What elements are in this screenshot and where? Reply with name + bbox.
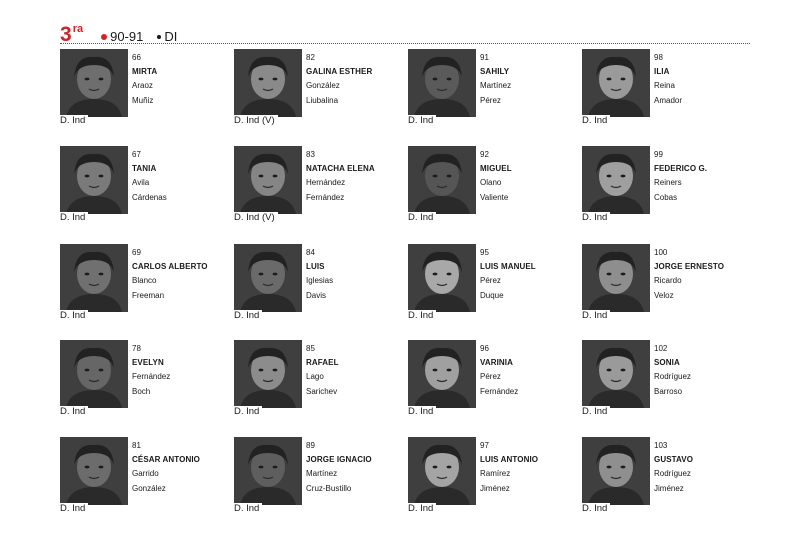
student-card: [60, 244, 230, 324]
student-number: 103: [654, 441, 668, 450]
student-number: 102: [654, 344, 668, 353]
student-tag: D. Ind: [60, 115, 88, 126]
student-card: [234, 437, 404, 517]
portrait-silhouette-icon: [582, 49, 650, 117]
student-tag: D. Ind: [582, 115, 610, 126]
red-bullet-icon: [101, 34, 107, 40]
student-tag: D. Ind: [408, 406, 436, 417]
student-number: 67: [132, 150, 141, 159]
student-surname-1: Pérez: [480, 276, 501, 286]
header-divider: [60, 43, 750, 44]
student-photo: [582, 146, 650, 214]
student-info: [480, 51, 511, 108]
portrait-silhouette-icon: [408, 437, 476, 505]
student-number: 85: [306, 344, 315, 353]
student-tag: D. Ind: [582, 212, 610, 223]
student-number: 99: [654, 150, 663, 159]
portrait-silhouette-icon: [582, 146, 650, 214]
portrait-silhouette-icon: [234, 340, 302, 408]
student-card: [582, 437, 752, 517]
student-first-name: LUIS: [306, 262, 325, 272]
student-photo: [60, 437, 128, 505]
student-photo: [408, 437, 476, 505]
student-info: [480, 342, 518, 399]
student-number: 89: [306, 441, 315, 450]
student-number: 100: [654, 248, 668, 257]
student-card: [408, 340, 578, 420]
student-info: [306, 51, 372, 108]
student-surname-1: Fernández: [132, 372, 171, 382]
student-info: [480, 246, 536, 303]
student-first-name: MIGUEL: [480, 164, 512, 174]
student-photo: [408, 340, 476, 408]
student-photo: [234, 437, 302, 505]
student-photo: [60, 146, 128, 214]
student-first-name: JORGE ERNESTO: [654, 262, 725, 272]
student-surname-1: Garrido: [132, 469, 159, 479]
student-surname-2: Amador: [654, 95, 683, 105]
portrait-silhouette-icon: [408, 244, 476, 312]
student-info: [132, 439, 200, 496]
student-surname-2: González: [132, 483, 166, 493]
student-surname-2: Jiménez: [654, 483, 684, 493]
portrait-silhouette-icon: [60, 340, 128, 408]
student-surname-2: Freeman: [132, 290, 165, 300]
student-tag: D. Ind: [582, 406, 610, 417]
student-number: 78: [132, 344, 141, 353]
student-surname-1: Hernández: [306, 178, 346, 188]
student-card: [60, 437, 230, 517]
student-surname-2: Barroso: [654, 386, 683, 396]
portrait-silhouette-icon: [60, 244, 128, 312]
student-surname-2: Cárdenas: [132, 192, 167, 202]
student-tag: D. Ind: [582, 310, 610, 321]
student-surname-2: Boch: [132, 386, 151, 396]
student-card: [408, 437, 578, 517]
student-photo: [60, 340, 128, 408]
student-info: [480, 148, 512, 205]
student-card: [234, 244, 404, 324]
student-surname-2: Pérez: [480, 95, 501, 105]
student-photo: [234, 146, 302, 214]
student-number: 97: [480, 441, 489, 450]
student-card: [60, 146, 230, 226]
student-number: 83: [306, 150, 315, 159]
student-number: 95: [480, 248, 489, 257]
student-photo: [408, 244, 476, 312]
portrait-silhouette-icon: [60, 437, 128, 505]
student-card: [582, 340, 752, 420]
group-code: [157, 30, 177, 44]
student-info: [480, 439, 538, 496]
student-info: [654, 51, 682, 108]
student-number: 84: [306, 248, 315, 257]
student-surname-1: Ricardo: [654, 276, 682, 286]
school-years: [101, 30, 143, 44]
student-info: [654, 148, 707, 205]
student-first-name: TANIA: [132, 164, 157, 174]
student-info: [132, 342, 170, 399]
student-surname-1: Lago: [306, 372, 324, 382]
portrait-silhouette-icon: [60, 49, 128, 117]
student-surname-2: Sarichev: [306, 386, 338, 396]
student-info: [306, 439, 372, 496]
student-card: [60, 340, 230, 420]
portrait-silhouette-icon: [60, 146, 128, 214]
student-surname-1: Olano: [480, 178, 502, 188]
portrait-silhouette-icon: [234, 244, 302, 312]
student-surname-2: Liubalina: [306, 95, 339, 105]
portrait-silhouette-icon: [582, 437, 650, 505]
student-first-name: MIRTA: [132, 67, 158, 77]
portrait-silhouette-icon: [408, 49, 476, 117]
student-card: [234, 146, 404, 226]
student-photo: [234, 244, 302, 312]
student-surname-1: Ramírez: [480, 469, 511, 479]
student-first-name: CÉSAR ANTONIO: [132, 455, 200, 465]
student-tag: D. Ind: [408, 310, 436, 321]
student-surname-1: González: [306, 81, 340, 91]
student-first-name: SAHILY: [480, 67, 510, 77]
student-info: [654, 439, 693, 496]
student-info: [132, 246, 208, 303]
student-surname-1: Martínez: [306, 469, 338, 479]
group-code-label: DI: [164, 29, 178, 44]
student-surname-1: Rodríguez: [654, 469, 691, 479]
student-surname-1: Rodríguez: [654, 372, 691, 382]
student-surname-2: Jiménez: [480, 483, 510, 493]
student-surname-2: Muñiz: [132, 95, 154, 105]
student-number: 92: [480, 150, 489, 159]
student-number: 82: [306, 53, 315, 62]
student-photo: [60, 244, 128, 312]
student-tag: D. Ind: [234, 406, 262, 417]
student-surname-2: Valiente: [480, 192, 509, 202]
student-first-name: NATACHA ELENA: [306, 164, 375, 174]
student-tag: D. Ind: [60, 310, 88, 321]
student-info: [306, 342, 339, 399]
student-card: [408, 49, 578, 129]
student-info: [306, 148, 375, 205]
student-photo: [60, 49, 128, 117]
student-surname-2: Cruz-Bustillo: [306, 483, 352, 493]
student-card: [582, 49, 752, 129]
student-number: 69: [132, 248, 141, 257]
student-tag: D. Ind: [234, 310, 262, 321]
student-info: [132, 51, 157, 108]
portrait-silhouette-icon: [582, 340, 650, 408]
student-photo: [234, 340, 302, 408]
student-first-name: LUIS MANUEL: [480, 262, 536, 272]
student-surname-1: Pérez: [480, 372, 501, 382]
student-card: [408, 244, 578, 324]
grade-suffix: ra: [72, 23, 84, 35]
student-card: [234, 340, 404, 420]
student-info: [132, 148, 167, 205]
portrait-silhouette-icon: [234, 49, 302, 117]
student-surname-2: Duque: [480, 290, 504, 300]
portrait-silhouette-icon: [408, 146, 476, 214]
student-photo: [582, 437, 650, 505]
student-info: [654, 246, 724, 303]
student-number: 96: [480, 344, 489, 353]
student-photo: [582, 244, 650, 312]
student-number: 81: [132, 441, 141, 450]
student-first-name: FEDERICO G.: [654, 164, 708, 174]
student-info: [306, 246, 333, 303]
portrait-silhouette-icon: [408, 340, 476, 408]
student-first-name: SONIA: [654, 358, 680, 368]
student-surname-2: Veloz: [654, 290, 674, 300]
student-info: [654, 342, 691, 399]
student-tag: D. Ind (V): [234, 212, 278, 223]
student-surname-1: Martínez: [480, 81, 512, 91]
student-tag: D. Ind: [60, 212, 88, 223]
student-surname-1: Avila: [132, 178, 150, 188]
black-bullet-icon: [157, 35, 161, 39]
student-tag: D. Ind: [582, 503, 610, 514]
page-header: [60, 22, 177, 44]
student-card: [60, 49, 230, 129]
student-surname-1: Araoz: [132, 81, 153, 91]
school-years-label: 90-91: [110, 29, 144, 44]
student-number: 98: [654, 53, 663, 62]
portrait-silhouette-icon: [234, 146, 302, 214]
student-tag: D. Ind: [408, 115, 436, 126]
student-tag: D. Ind: [60, 406, 88, 417]
student-photo: [582, 49, 650, 117]
student-photo: [234, 49, 302, 117]
student-surname-1: Blanco: [132, 276, 157, 286]
portrait-silhouette-icon: [582, 244, 650, 312]
student-first-name: CARLOS ALBERTO: [132, 262, 208, 272]
student-surname-2: Fernández: [306, 192, 345, 202]
student-photo: [408, 146, 476, 214]
student-surname-1: Reina: [654, 81, 675, 91]
student-surname-2: Fernández: [480, 386, 519, 396]
student-number: 66: [132, 53, 141, 62]
student-tag: D. Ind (V): [234, 115, 278, 126]
student-card: [408, 146, 578, 226]
student-tag: D. Ind: [234, 503, 262, 514]
student-surname-1: Reiners: [654, 178, 682, 188]
student-card: [582, 146, 752, 226]
student-first-name: ILIA: [654, 67, 670, 77]
student-first-name: EVELYN: [132, 358, 164, 368]
student-card: [234, 49, 404, 129]
student-tag: D. Ind: [408, 212, 436, 223]
grade-number: 3: [60, 23, 72, 46]
student-tag: D. Ind: [60, 503, 88, 514]
student-surname-2: Davis: [306, 290, 327, 300]
student-card: [582, 244, 752, 324]
student-first-name: GALINA ESTHER: [306, 67, 373, 77]
student-surname-2: Cobas: [654, 192, 678, 202]
student-first-name: LUIS ANTONIO: [480, 455, 539, 465]
portrait-silhouette-icon: [234, 437, 302, 505]
student-first-name: JORGE IGNACIO: [306, 455, 372, 465]
student-first-name: GUSTAVO: [654, 455, 694, 465]
student-first-name: VARINIA: [480, 358, 513, 368]
student-number: 91: [480, 53, 489, 62]
student-photo: [408, 49, 476, 117]
student-photo: [582, 340, 650, 408]
student-tag: D. Ind: [408, 503, 436, 514]
student-first-name: RAFAEL: [306, 358, 339, 368]
student-surname-1: Iglesias: [306, 276, 334, 286]
